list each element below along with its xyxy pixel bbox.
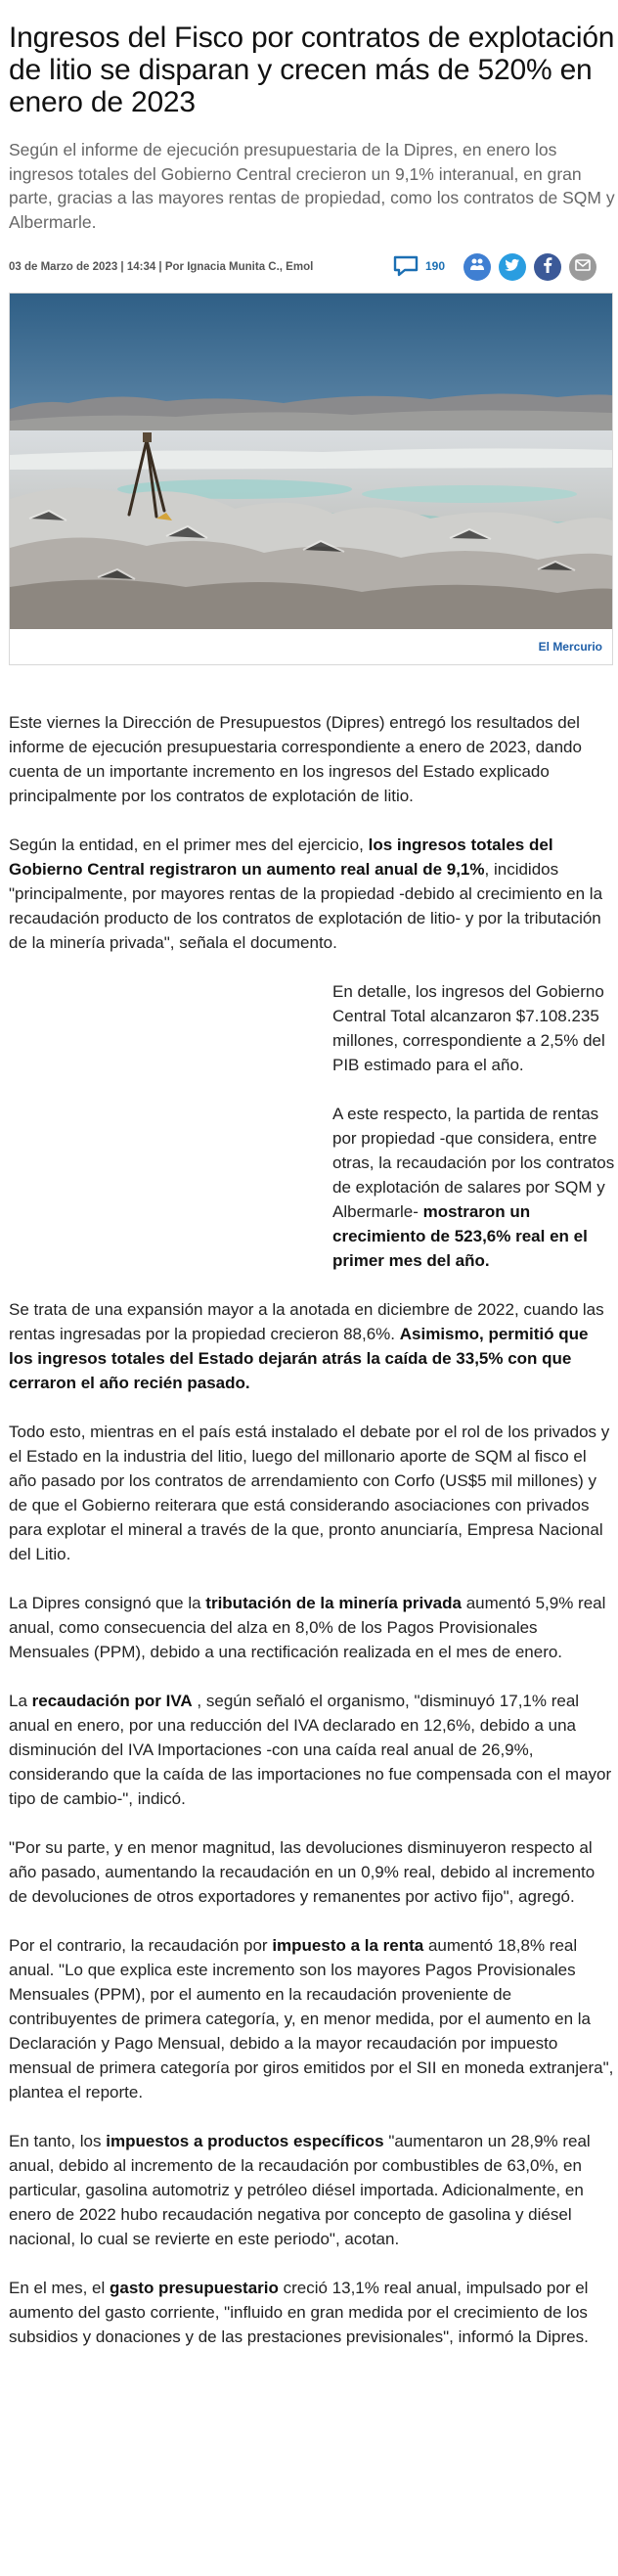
article-body	[9, 710, 615, 2349]
facebook-share-button[interactable]	[534, 253, 561, 281]
article	[9, 0, 615, 2349]
byline: 03 de Marzo de 2023 | 14:34 | Por Ignacia Munita C., Emol	[9, 261, 314, 273]
group-share-button[interactable]	[464, 253, 491, 281]
comment-count: 190	[425, 259, 446, 273]
paragraph: La recaudación por IVA , según señaló el organismo, "disminuyó 17,1% real anual en enero, por una reducción del IVA declarado en 12,6%, debido a una disminución del IVA Importaciones -con una caída real anual de 26,9%, considerando que la caída de las importaciones no fue compensada con el mayor tipo de cambio-", indicó.	[9, 1692, 612, 1808]
article-lead: Según el informe de ejecución presupuestaria de la Dipres, en enero los ingresos totales del Gobierno Central crecieron un 9,1% interanual, en gran parte, gracias a las mayores rentas de propiedad, como los contratos de SQM y Albermarle.	[9, 140, 615, 232]
paragraph: Por el contrario, la recaudación por impuesto a la renta aumentó 18,8% real anual. "Lo que explica este incremento son los mayores Pagos Provisionales Mensuales (PPM), por el aumento en la recaudación proveniente de contribuyentes de primera categoría, y, en menor medida, por el aumento en la Declaración y Pago Mensual, debido a la mayor recaudación por impuesto mensual de primera categoría por giros emitidos por el SII en moneda extranjera", plantea el reporte.	[9, 1936, 614, 2101]
paragraph: "Por su parte, y en menor magnitud, las devoluciones disminuyeron respecto al año pasado, aumentando la recaudación en un 0,9% real, debido al incremento de devoluciones de otros exportadores y remanentes por activo fijo", agregó.	[9, 1838, 596, 1906]
comments-link[interactable]	[393, 255, 445, 277]
group-share-icon	[468, 257, 486, 278]
paragraph: En el mes, el gasto presupuestario creció 13,1% real anual, impulsado por el aumento del gasto corriente, "influido en gran medida por el crecimiento de los subsidios y donaciones y de las prestaciones previsionales", informó la Dipres.	[9, 2279, 589, 2346]
article-title: Ingresos del Fisco por contratos de explotación de litio se disparan y crecen más de 520% en enero de 2023	[9, 22, 615, 118]
paragraph: Este viernes la Dirección de Presupuestos (Dipres) entregó los resultados del informe de ejecución presupuestaria correspondiente a enero de 2023, dando cuenta de un importante incremento en los ingresos del Estado explicado principalmente por los contratos de explotación de litio.	[9, 713, 582, 805]
twitter-icon	[505, 258, 520, 277]
email-icon	[575, 258, 591, 276]
paragraph-indented: En detalle, los ingresos del Gobierno Central Total alcanzaron $7.108.235 millones, correspondiente a 2,5% del PIB estimado para el año.	[332, 982, 605, 1074]
paragraph: En tanto, los impuestos a productos específicos "aumentaron un 28,9% real anual, debido al incremento de la recaudación por combustibles de 63,0%, en particular, gasolina automotriz y petróleo diésel importada. Adicionalmente, en enero de 2022 hubo recaudación negativa por concepto de gasolina y diésel nacional, lo cual se revierte en este periodo", acotan.	[9, 2132, 591, 2248]
email-share-button[interactable]	[569, 253, 596, 281]
salt-flat-photo	[10, 294, 612, 629]
facebook-icon	[543, 257, 552, 278]
article-photo	[9, 293, 613, 665]
paragraph: Se trata de una expansión mayor a la anotada en diciembre de 2022, cuando las rentas ingresadas por la propiedad crecieron 88,6%. Asimismo, permitió que los ingresos totales del Estado dejarán atrás la caída de 33,5% con que cerraron el año recién pasado.	[9, 1300, 604, 1392]
article-meta	[9, 251, 615, 281]
paragraph: Todo esto, mientras en el país está instalado el debate por el rol de los privados y el Estado en la industria del litio, luego del millonario aporte de SQM al fisco el año pasado por los contratos de arrendamiento con Corfo (US$5 mil millones) y de que el Gobierno reiterara que está considerando asociaciones con privados para explotar el mineral a través de la que, pronto anunciaría, Empresa Nacional del Litio.	[9, 1423, 610, 1563]
twitter-share-button[interactable]	[499, 253, 526, 281]
photo-credit: El Mercurio	[538, 640, 602, 654]
speech-bubble-icon	[393, 255, 419, 277]
paragraph: La Dipres consignó que la tributación de la minería privada aumentó 5,9% real anual, como consecuencia del alza en 8,0% de los Pagos Provisionales Mensuales (PPM), debido a una rectificación realizada en el mes de enero.	[9, 1594, 606, 1661]
paragraph: Según la entidad, en el primer mes del ejercicio, los ingresos totales del Gobierno Central registraron un aumento real anual de 9,1%, incididos "principalmente, por mayores rentas de la propiedad -debido al crecimiento en la recaudación producto de los contratos de explotación de litio- y por la tributación de la minería privada", señala el documento.	[9, 836, 603, 952]
paragraph-indented: A este respecto, la partida de rentas por propiedad -que considera, entre otras, la recaudación por los contratos de explotación de salares por SQM y Albermarle- mostraron un crecimiento de 523,6% real en el primer mes del año.	[332, 1105, 615, 1270]
